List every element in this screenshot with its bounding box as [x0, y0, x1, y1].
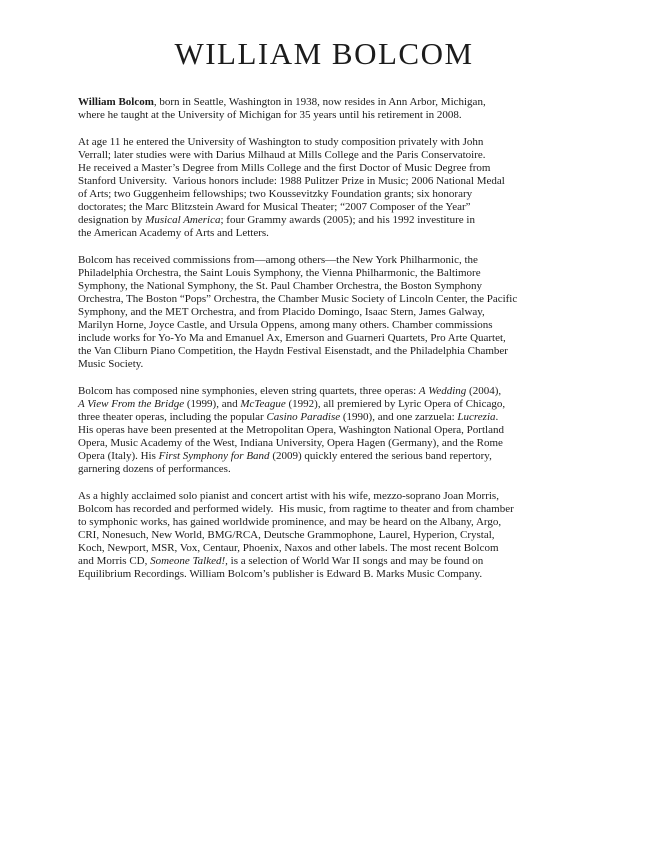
text-run: Opera (Italy). His	[78, 450, 159, 462]
text-run: Symphony, and the MET Orchestra, and from Placido Domingo, Isaac Stern, James Galway,	[78, 306, 485, 318]
text-line	[78, 490, 588, 503]
text-run: Opera, Music Academy of the West, Indiana University, Opera Hagen (Germany), and the Rome	[78, 437, 503, 449]
bold-text-run: William Bolcom	[78, 96, 154, 108]
italic-text-run: Casino Paradise	[266, 411, 341, 423]
text-line	[78, 555, 588, 568]
text-line	[78, 149, 588, 162]
text-run: Marilyn Horne, Joyce Castle, and Ursula Oppens, among many others. Chamber commissions	[78, 319, 493, 331]
text-run: doctorates; the Marc Blitzstein Award for Musical Theater; “2007 Composer of the Year”	[78, 201, 471, 213]
text-run: Koch, Newport, MSR, Vox, Centaur, Phoenix, Naxos and other labels. The most recent Bolcom	[78, 542, 499, 554]
text-line	[78, 280, 588, 293]
text-line	[78, 214, 588, 227]
text-line	[78, 332, 588, 345]
text-line	[78, 398, 588, 411]
page-title: WILLIAM BOLCOM	[174, 36, 474, 71]
text-run: , born in Seattle, Washington in 1938, now resides in Ann Arbor, Michigan,	[153, 96, 486, 108]
text-run: (2004),	[466, 385, 502, 397]
text-run: CRI, Nonesuch, New World, BMG/RCA, Deutsche Grammophone, Laurel, Hyperion, Crystal,	[78, 529, 495, 541]
text-line	[78, 267, 588, 280]
paragraph	[78, 385, 588, 476]
text-line	[78, 201, 588, 214]
text-run: Verrall; later studies were with Darius Milhaud at Mills College and the Paris Conservatoire.	[78, 149, 486, 161]
paragraph	[78, 490, 588, 581]
text-run: (1990), and one zarzuela:	[340, 411, 458, 423]
text-run: of Arts; two Guggenheim fellowships; two Koussevitzky Foundation grants; six honorary	[78, 188, 473, 200]
text-run: As a highly acclaimed solo pianist and concert artist with his wife, mezzo-soprano Joan Morris,	[78, 490, 499, 502]
italic-text-run: First Symphony for Band	[158, 450, 270, 462]
text-run: the American Academy of Arts and Letters.	[78, 227, 269, 239]
italic-text-run: McTeague	[240, 398, 286, 410]
text-run: Equilibrium Recordings. William Bolcom’s publisher is Edward B. Marks Music Company.	[78, 568, 483, 580]
text-line	[78, 529, 588, 542]
text-line	[78, 385, 588, 398]
text-run: At age 11 he entered the University of Washington to study composition privately with John	[78, 136, 484, 148]
text-line	[78, 306, 588, 319]
italic-text-run: Lucrezia	[457, 411, 496, 423]
text-line	[78, 424, 588, 437]
italic-text-run: Someone Talked!	[150, 555, 226, 567]
text-run: Music Society.	[78, 358, 144, 370]
text-line	[78, 542, 588, 555]
text-run: (1999), and	[184, 398, 241, 410]
paragraph	[78, 254, 588, 371]
text-line	[78, 136, 588, 149]
italic-text-run: A Wedding	[418, 385, 467, 397]
text-run: .	[495, 411, 499, 423]
text-run: three theater operas, including the popular	[78, 411, 267, 423]
text-run: Orchestra, The Boston “Pops” Orchestra, the Chamber Music Society of Lincoln Center, the Pacific	[78, 293, 518, 305]
text-run: to symphonic works, has gained worldwide prominence, and may be heard on the Albany, Argo,	[78, 516, 502, 528]
text-run: Stanford University. Various honors include: 1988 Pulitzer Prize in Music; 2006 National Medal	[78, 175, 505, 187]
text-line	[78, 345, 588, 358]
text-run: Bolcom has composed nine symphonies, eleven string quartets, three operas:	[78, 385, 419, 397]
text-line	[78, 463, 588, 476]
text-line	[78, 227, 588, 240]
italic-text-run: A View From the Bridge	[78, 398, 185, 410]
text-line	[78, 411, 588, 424]
text-run: and Morris CD,	[78, 555, 151, 567]
text-line	[78, 162, 588, 175]
text-run: (2009) quickly entered the serious band repertory,	[269, 450, 492, 462]
text-line	[78, 358, 588, 371]
text-line	[78, 319, 588, 332]
text-line	[78, 188, 588, 201]
text-run: designation by	[78, 214, 146, 226]
paragraph	[78, 96, 588, 122]
text-run: (1992), all premiered by Lyric Opera of Chicago,	[285, 398, 506, 410]
text-run: Philadelphia Orchestra, the Saint Louis Symphony, the Vienna Philharmonic, the Baltimore	[78, 267, 481, 279]
text-run: the Van Cliburn Piano Competition, the Haydn Festival Eisenstadt, and the Philadelphia Chamber	[78, 345, 508, 357]
text-line	[78, 293, 588, 306]
text-line	[78, 516, 588, 529]
text-run: Symphony, the National Symphony, the St. Paul Chamber Orchestra, the Boston Symphony	[78, 280, 483, 292]
text-run: , is a selection of World War II songs and may be found on	[225, 555, 484, 567]
text-run: include works for Yo-Yo Ma and Emanuel Ax, Emerson and Guarneri Quartets, Pro Arte Quartet,	[78, 332, 506, 344]
biography-text	[78, 96, 588, 595]
text-line	[78, 109, 588, 122]
text-run: He received a Master’s Degree from Mills College and the first Doctor of Music Degree from	[78, 162, 491, 174]
text-run: Bolcom has received commissions from—among others—the New York Philharmonic, the	[78, 254, 478, 266]
text-run: His operas have been presented at the Metropolitan Opera, Washington National Opera, Portland	[78, 424, 504, 436]
text-line	[78, 96, 588, 109]
text-run: where he taught at the University of Michigan for 35 years until his retirement in 2008.	[78, 109, 462, 121]
text-line	[78, 175, 588, 188]
text-line	[78, 568, 588, 581]
text-line	[78, 503, 588, 516]
text-run: garnering dozens of performances.	[78, 463, 231, 475]
text-run: Bolcom has recorded and performed widely. His music, from ragtime to theater and from chamber	[78, 503, 514, 515]
text-line	[78, 437, 588, 450]
text-line	[78, 254, 588, 267]
paragraph	[78, 136, 588, 240]
italic-text-run: Musical America	[145, 214, 221, 226]
text-run: ; four Grammy awards (2005); and his 1992 investiture in	[220, 214, 475, 226]
text-line	[78, 450, 588, 463]
